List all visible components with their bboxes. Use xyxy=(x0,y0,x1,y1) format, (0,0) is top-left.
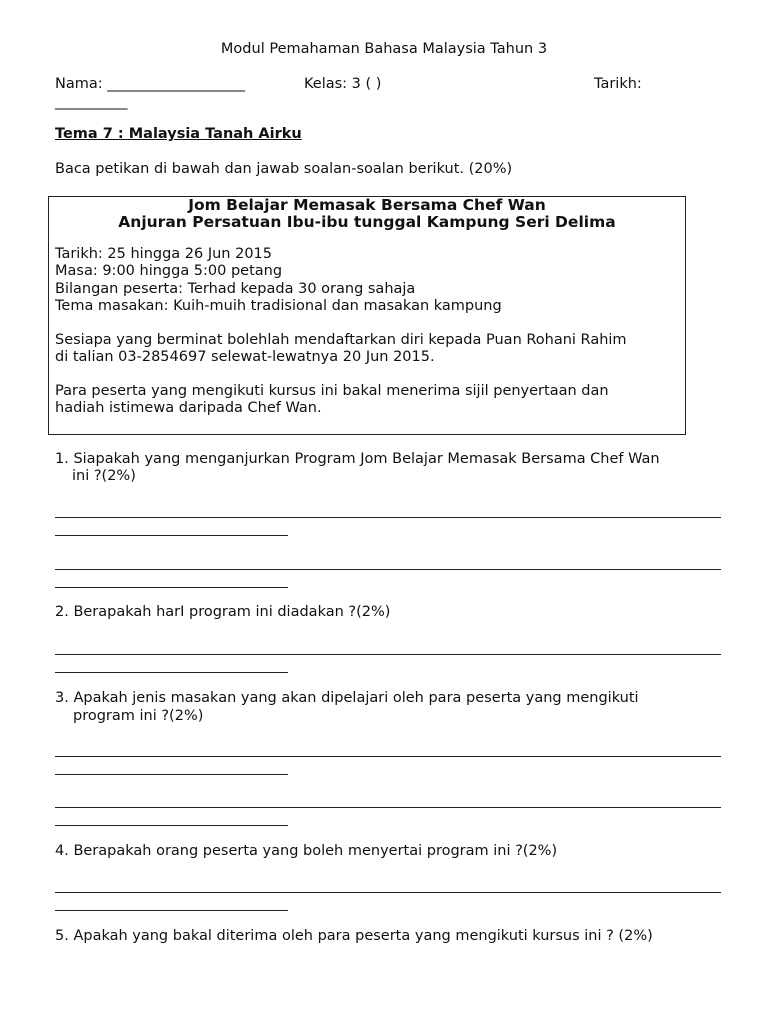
answer-line[interactable] xyxy=(55,892,721,893)
date-field-blank: __________ xyxy=(55,94,128,110)
notice-cooking-theme: Tema masakan: Kuih-muih tradisional dan masakan kampung xyxy=(55,298,502,314)
answer-line[interactable] xyxy=(55,825,288,826)
answer-line[interactable] xyxy=(55,517,721,518)
answer-line[interactable] xyxy=(55,807,721,808)
module-title: Modul Pemahaman Bahasa Malaysia Tahun 3 xyxy=(220,41,548,57)
question-1-continuation: ini ?(2%) xyxy=(72,468,136,484)
question-3-continuation: program ini ?(2%) xyxy=(73,708,204,724)
notice-participants: Bilangan peserta: Terhad kepada 30 orang sahaja xyxy=(55,281,416,297)
answer-line[interactable] xyxy=(55,535,288,536)
date-field-label: Tarikh: xyxy=(594,76,642,92)
question-1: 1. Siapakah yang menganjurkan Program Jom Belajar Memasak Bersama Chef Wan xyxy=(55,451,660,467)
notice-box xyxy=(48,196,686,435)
instruction-text: Baca petikan di bawah dan jawab soalan-soalan berikut. (20%) xyxy=(55,161,513,177)
notice-time: Masa: 9:00 hingga 5:00 petang xyxy=(55,263,283,279)
notice-title: Jom Belajar Memasak Bersama Chef Wan xyxy=(188,196,546,214)
question-5: 5. Apakah yang bakal diterima oleh para peserta yang mengikuti kursus ini ? (2%) xyxy=(55,928,653,944)
answer-line[interactable] xyxy=(55,569,721,570)
answer-line[interactable] xyxy=(55,672,288,673)
notice-organizer: Anjuran Persatuan Ibu-ibu tunggal Kampung Seri Delima xyxy=(118,213,616,231)
notice-reward-line-1: Para peserta yang mengikuti kursus ini bakal menerima sijil penyertaan dan xyxy=(55,383,609,399)
theme-heading: Tema 7 : Malaysia Tanah Airku xyxy=(55,126,302,142)
answer-line[interactable] xyxy=(55,654,721,655)
name-field-label: Nama: ___________________ xyxy=(55,76,245,92)
class-field-label: Kelas: 3 ( ) xyxy=(304,76,382,92)
question-2: 2. Berapakah harI program ini diadakan ?(2%) xyxy=(55,604,391,620)
notice-date: Tarikh: 25 hingga 26 Jun 2015 xyxy=(55,246,273,262)
notice-reward-line-2: hadiah istimewa daripada Chef Wan. xyxy=(55,400,322,416)
answer-line[interactable] xyxy=(55,587,288,588)
question-4: 4. Berapakah orang peserta yang boleh menyertai program ini ?(2%) xyxy=(55,843,558,859)
question-3: 3. Apakah jenis masakan yang akan dipelajari oleh para peserta yang mengikuti xyxy=(55,690,639,706)
notice-register-line-2: di talian 03-2854697 selewat-lewatnya 20 Jun 2015. xyxy=(55,349,435,365)
answer-line[interactable] xyxy=(55,910,288,911)
answer-line[interactable] xyxy=(55,756,721,757)
answer-line[interactable] xyxy=(55,774,288,775)
notice-register-line-1: Sesiapa yang berminat bolehlah mendaftarkan diri kepada Puan Rohani Rahim xyxy=(55,332,627,348)
